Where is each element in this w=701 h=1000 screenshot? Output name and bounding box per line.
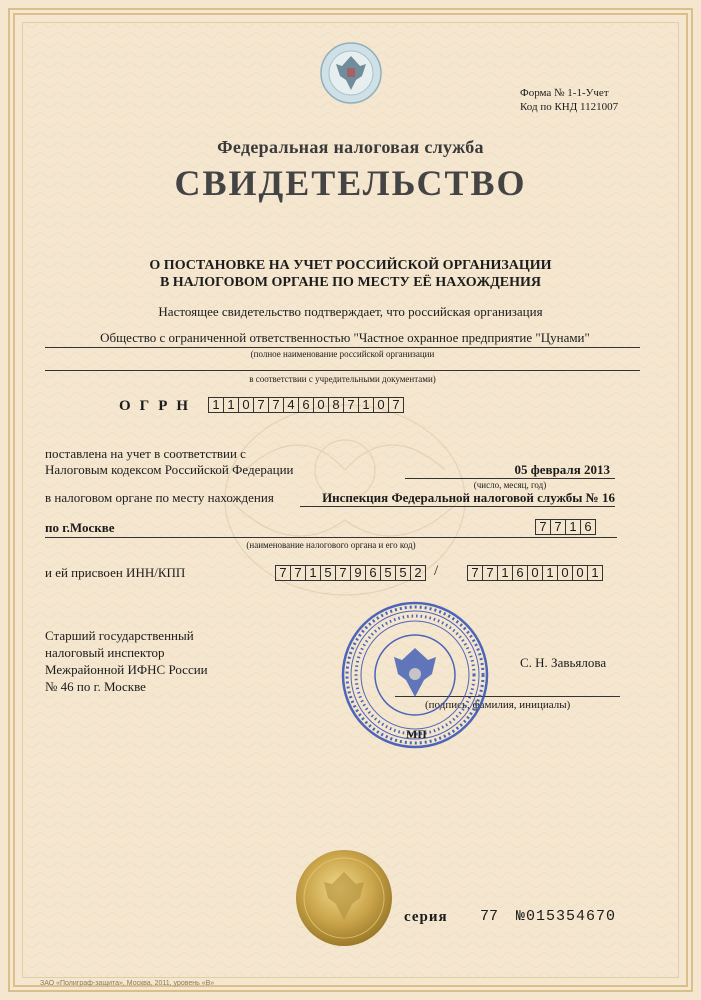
ogrn-digit-cell: 0 — [373, 397, 389, 413]
inspector-name: С. Н. Завьялова — [520, 655, 607, 670]
agency-name: Федеральная налоговая служба — [217, 137, 484, 157]
authority-code-digit-cell: 1 — [565, 519, 581, 535]
hologram-seal — [294, 848, 394, 948]
ogrn-label: ОГРН — [119, 398, 198, 414]
ogrn-digit-cell: 4 — [283, 397, 299, 413]
series-label: серия — [404, 909, 448, 925]
authority-code-digit-cell: 7 — [535, 519, 551, 535]
printer-note: ЗАО «Полиграф-защита», Москва, 2011, уровень «В» — [40, 980, 215, 987]
inn-digit-cell: 1 — [305, 565, 321, 581]
inn-digit-cell: 5 — [320, 565, 336, 581]
docs-caption: в соответствии с учредительными документами) — [249, 374, 436, 384]
registration-date: 05 февраля 2013 — [514, 462, 610, 477]
authority-caption: (наименование налогового органа и его код) — [246, 540, 416, 550]
inn-digit-cell: 5 — [395, 565, 411, 581]
ogrn-digit-cell: 0 — [313, 397, 329, 413]
inn-digit-cell: 7 — [335, 565, 351, 581]
signature-caption: (подпись, фамилия, инициалы) — [425, 699, 571, 711]
inspector-title-line-4: № 46 по г. Москве — [45, 679, 146, 694]
tax-authority-city: по г.Москве — [45, 520, 115, 535]
org-name-underline — [45, 347, 640, 348]
inn-kpp-label: и ей присвоен ИНН/КПП — [45, 565, 186, 580]
kpp-digit-cell: 0 — [572, 565, 588, 581]
series-code: 77 — [480, 908, 499, 925]
ogrn-digit-cell: 6 — [298, 397, 314, 413]
inn-digit-cell: 9 — [350, 565, 366, 581]
ogrn-digit-cell: 1 — [223, 397, 239, 413]
inn-cells — [275, 565, 425, 581]
inspector-title-line-2: налоговый инспектор — [45, 645, 165, 660]
registration-line-1: поставлена на учет в соответствии с — [45, 446, 246, 461]
inn-digit-cell: 7 — [275, 565, 291, 581]
org-name-caption: (полное наименование российской организации — [250, 349, 435, 359]
inn-digit-cell: 7 — [290, 565, 306, 581]
tax-authority-name: Инспекция Федеральной налоговой службы № 16 — [322, 490, 615, 505]
russian-emblem-icon — [318, 40, 384, 106]
knd-code: Код по КНД 1121007 — [520, 101, 619, 113]
kpp-digit-cell: 7 — [467, 565, 483, 581]
authority-city-underline — [45, 537, 617, 538]
ogrn-digit-cell: 7 — [253, 397, 269, 413]
form-number: Форма № 1-1-Учет — [520, 87, 609, 99]
ogrn-digit-cell: 7 — [343, 397, 359, 413]
authority-code-digit-cell: 7 — [550, 519, 566, 535]
kpp-digit-cell: 1 — [587, 565, 603, 581]
ogrn-digit-cell: 8 — [328, 397, 344, 413]
inspector-title-line-3: Межрайонной ИФНС России — [45, 662, 208, 677]
inn-digit-cell: 6 — [365, 565, 381, 581]
kpp-digit-cell: 1 — [542, 565, 558, 581]
kpp-cells — [467, 565, 602, 581]
kpp-digit-cell: 6 — [512, 565, 528, 581]
ogrn-digit-cell: 1 — [208, 397, 224, 413]
kpp-digit-cell: 7 — [482, 565, 498, 581]
date-underline — [405, 478, 615, 479]
document-title: СВИДЕТЕЛЬСТВО — [174, 163, 527, 203]
ogrn-digit-cell: 0 — [238, 397, 254, 413]
authority-code-digit-cell: 6 — [580, 519, 596, 535]
kpp-digit-cell: 1 — [497, 565, 513, 581]
kpp-digit-cell: 0 — [557, 565, 573, 581]
inn-digit-cell: 2 — [410, 565, 426, 581]
authority-code-cells — [535, 519, 595, 535]
certificate-number: №015354670 — [516, 908, 617, 925]
authority-underline — [300, 506, 615, 507]
inspector-title-line-1: Старший государственный — [45, 628, 194, 643]
ogrn-cells — [208, 397, 403, 413]
date-caption: (число, месяц, год) — [473, 480, 547, 490]
organization-name: Общество с ограниченной ответственностью "Частное охранное предприятие "Цунами" — [100, 330, 590, 345]
subtitle-line-1: О ПОСТАНОВКЕ НА УЧЕТ РОССИЙСКОЙ ОРГАНИЗАЦИИ — [149, 258, 552, 273]
inn-kpp-separator: / — [434, 563, 439, 579]
location-label: в налоговом органе по месту нахождения — [45, 490, 274, 505]
registration-line-2: Налоговым кодексом Российской Федерации — [45, 462, 294, 477]
ogrn-digit-cell: 1 — [358, 397, 374, 413]
kpp-digit-cell: 0 — [527, 565, 543, 581]
ogrn-digit-cell: 7 — [388, 397, 404, 413]
ogrn-digit-cell: 7 — [268, 397, 284, 413]
subtitle-line-2: В НАЛОГОВОМ ОРГАНЕ ПО МЕСТУ ЕЁ НАХОЖДЕНИЯ — [159, 275, 542, 290]
mp-mark: МП — [406, 727, 427, 741]
form-info — [520, 86, 618, 114]
inn-digit-cell: 5 — [380, 565, 396, 581]
intro-text: Настоящее свидетельство подтверждает, что российская организация — [158, 304, 543, 319]
docs-underline — [45, 370, 640, 371]
